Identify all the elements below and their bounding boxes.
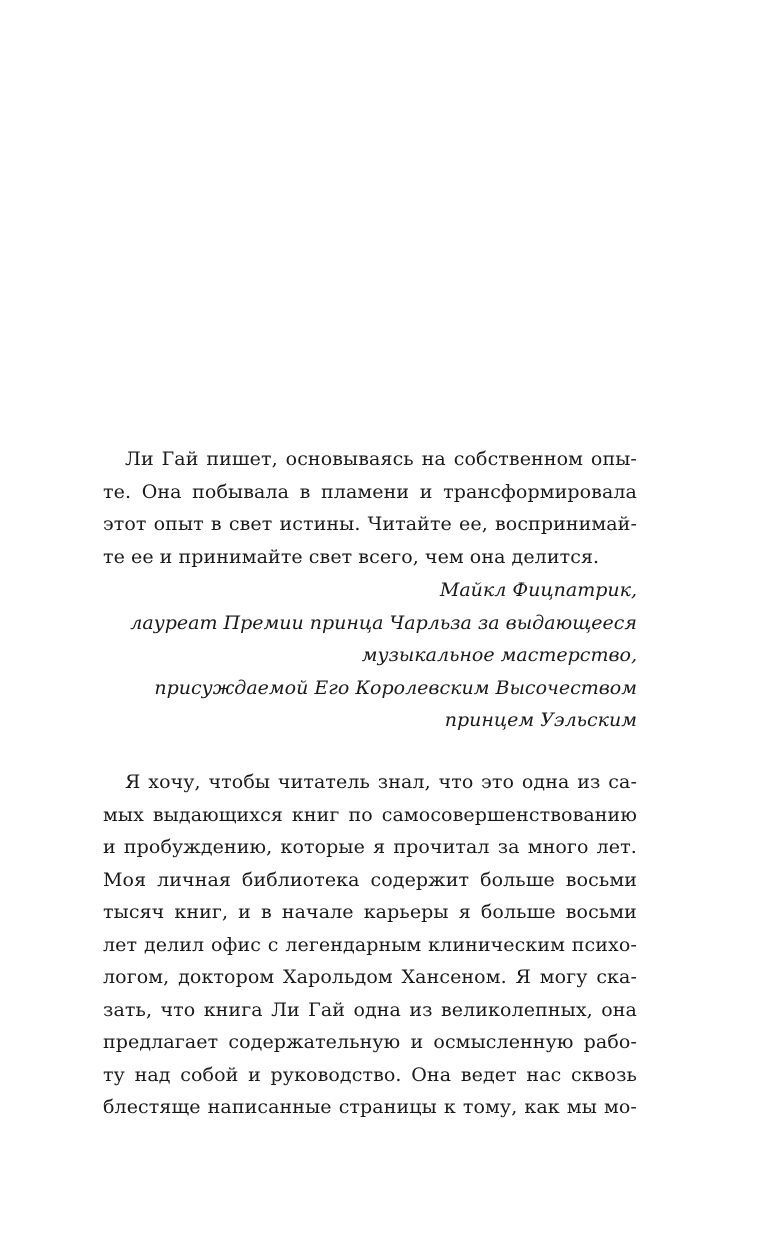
word: са- [608, 771, 637, 793]
word: тысяч [103, 901, 165, 923]
word: книга [203, 998, 263, 1021]
word: в [260, 901, 272, 923]
word: и [238, 901, 251, 923]
word: больше [480, 868, 555, 891]
word: из [577, 771, 601, 793]
word: опыт [153, 513, 204, 535]
word: воспринимай- [494, 513, 637, 535]
word: Читайте [367, 513, 452, 535]
word: опы- [590, 448, 637, 470]
word: что [160, 998, 196, 1021]
word: свет [228, 513, 273, 535]
word: она [469, 545, 506, 568]
word: блестяще [103, 1096, 201, 1118]
word: ведет [460, 1063, 517, 1086]
word: великолепных, [440, 998, 593, 1021]
word: тому, [462, 1096, 518, 1118]
review-paragraph-1 [103, 443, 637, 573]
word: книг, [174, 901, 229, 923]
text-line [103, 929, 637, 962]
author-name: Майкл Фицпатрик, [439, 579, 637, 601]
word: предлагает [103, 1031, 219, 1053]
word: за [497, 836, 520, 858]
word: на [421, 448, 446, 470]
word: доктором [178, 966, 275, 988]
review-attribution-1 [103, 574, 637, 737]
text-line [103, 831, 637, 864]
word: мых [103, 803, 144, 826]
word: принимайте [178, 545, 303, 568]
word: Гай [161, 448, 199, 470]
word: основываясь [285, 448, 414, 470]
word: те [103, 545, 125, 568]
word: пробуждению, [123, 836, 273, 858]
word: логом, [103, 966, 170, 988]
word: выдающихся [152, 803, 283, 826]
word: самосовершенствованию [381, 803, 637, 826]
word: Ли [125, 448, 154, 470]
word: к [443, 1096, 456, 1118]
word: начале [281, 901, 354, 923]
word: как [524, 1096, 560, 1118]
text-line [103, 541, 637, 574]
word: мо- [603, 1096, 637, 1118]
text-line [103, 896, 637, 929]
text-line [103, 476, 637, 509]
word: она [601, 998, 637, 1021]
word: пишет, [206, 448, 278, 470]
word: Я [515, 966, 531, 988]
word: собой [180, 1063, 239, 1086]
word: я [373, 836, 386, 858]
word: много [527, 836, 589, 858]
word: свет [308, 545, 353, 568]
word: ска- [596, 966, 637, 988]
word: нас [526, 1063, 562, 1086]
word: те. [103, 480, 132, 503]
word: и [159, 545, 173, 568]
word: Она [411, 1063, 452, 1086]
word: истины. [279, 513, 361, 535]
word: чтобы [208, 771, 271, 793]
word: больше [480, 901, 556, 923]
text-line [103, 994, 637, 1027]
word: Я [125, 771, 141, 793]
word: в [299, 480, 311, 503]
word: лет [103, 933, 138, 956]
word: Гай [308, 998, 346, 1021]
word: в [210, 513, 222, 535]
word: это [481, 771, 515, 793]
word: чем [424, 545, 464, 568]
word: страницы [338, 1096, 437, 1118]
word: рабо- [583, 1031, 637, 1053]
word: клиническим [428, 933, 565, 956]
word: я [458, 901, 471, 923]
word: побывала [192, 480, 290, 503]
word: легендарным [285, 933, 422, 956]
word: этот [103, 513, 147, 535]
word: ту [103, 1063, 125, 1086]
word: осмысленную [433, 1031, 574, 1053]
word: ее, [459, 513, 488, 535]
word: книг [291, 803, 340, 826]
text-line [103, 961, 637, 994]
author-credential-line: лауреат Премии принца Чарльза за выдающееся [130, 611, 637, 634]
word: личная [157, 868, 231, 891]
word: Моя [103, 868, 147, 891]
word: зать, [103, 998, 153, 1021]
word: пламени [321, 480, 410, 503]
word: написанные [207, 1096, 332, 1118]
word: и [410, 1031, 424, 1053]
word: что [438, 771, 474, 793]
text-line [103, 1026, 637, 1059]
author-credential-line: принцем Уэльским [444, 709, 637, 731]
word: прочитал [393, 836, 490, 858]
word: офис [210, 933, 261, 956]
text-line [103, 799, 637, 832]
word: карьеры [363, 901, 449, 923]
word: психо- [571, 933, 637, 956]
word: одна [353, 998, 401, 1021]
word: сквозь [571, 1063, 637, 1086]
word: знал, [377, 771, 431, 793]
text-line [103, 508, 637, 541]
word: мы [566, 1096, 597, 1118]
word: хочу, [148, 771, 201, 793]
word: и [248, 1063, 261, 1086]
word: всего, [358, 545, 419, 568]
text-line [103, 864, 637, 897]
word: содержит [370, 868, 470, 891]
word: Хансеном. [401, 966, 507, 988]
word: и [103, 836, 116, 858]
word: и [419, 480, 433, 503]
text-line [103, 1091, 637, 1124]
word: одна [521, 771, 570, 793]
author-credential-line: музыкальное мастерство, [361, 644, 637, 666]
word: ее [130, 545, 154, 568]
review-paragraph-2 [103, 766, 637, 1124]
word: библиотека [241, 868, 360, 891]
author-credential-line: присуждаемой Его Королевским Высочеством [154, 676, 637, 699]
word: собственном [453, 448, 584, 470]
word: руководство. [270, 1063, 402, 1086]
word: делил [143, 933, 205, 956]
word: с [267, 933, 279, 956]
word: которые [280, 836, 365, 858]
text-line [103, 766, 637, 799]
word: восьми [565, 868, 637, 891]
word: читатель [277, 771, 370, 793]
word: по [348, 803, 373, 826]
word: Харольдом [283, 966, 393, 988]
text-line [103, 1059, 637, 1092]
word: восьми [565, 901, 637, 923]
word: трансформировала [443, 480, 637, 503]
word: из [409, 998, 433, 1021]
word: Она [141, 480, 182, 503]
word: над [134, 1063, 171, 1086]
word: делится. [511, 545, 600, 568]
word: лет. [596, 836, 637, 858]
word: могу [539, 966, 588, 988]
word: Ли [271, 998, 300, 1021]
word: содержательную [228, 1031, 401, 1053]
text-line [103, 443, 637, 476]
